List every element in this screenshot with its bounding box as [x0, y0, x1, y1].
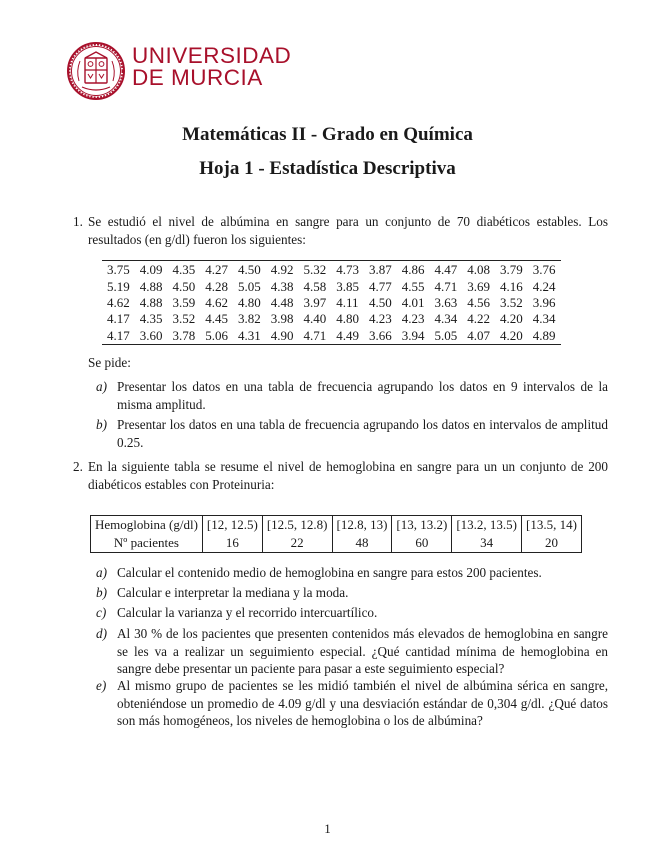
data-cell: 3.96 — [532, 294, 556, 310]
data-cell: 3.75 — [107, 262, 130, 278]
data-cell: 3.82 — [238, 311, 261, 327]
interval-cell: [13.2, 13.5) — [452, 516, 522, 535]
exercise-2-item-b — [96, 584, 608, 602]
albumin-data-table — [102, 260, 561, 345]
data-cell: 3.52 — [172, 311, 196, 327]
data-row — [102, 278, 561, 294]
data-cell: 4.31 — [238, 327, 261, 343]
data-cell: 4.17 — [107, 327, 130, 343]
data-cell: 4.27 — [205, 262, 228, 278]
data-cell: 4.28 — [205, 278, 228, 294]
data-cell: 5.05 — [238, 278, 261, 294]
interval-cell: [13.5, 14) — [522, 516, 582, 535]
data-cell: 3.87 — [369, 262, 392, 278]
item-label: c) — [96, 605, 107, 620]
data-cell: 4.71 — [303, 327, 327, 343]
data-cell: 4.35 — [172, 262, 196, 278]
count-cell: 20 — [522, 534, 582, 553]
data-cell: 3.63 — [434, 294, 458, 310]
data-cell: 4.49 — [336, 327, 359, 343]
data-row — [102, 311, 561, 327]
exercise-2-item-d — [96, 625, 608, 678]
data-cell: 4.58 — [303, 278, 327, 294]
item-label: a) — [96, 565, 107, 580]
data-cell: 4.55 — [401, 278, 425, 294]
data-cell: 4.48 — [270, 294, 294, 310]
data-cell: 4.80 — [238, 294, 261, 310]
interval-cell: [12.5, 12.8) — [262, 516, 332, 535]
exercise-statement: En la siguiente tabla se resume el nivel de hemoglobina en sangre para un un conjunto de 200 diabéticos estables con Proteinuria: — [88, 459, 608, 492]
hemoglobin-frequency-table — [90, 515, 582, 553]
hemoglobin-interval-row — [91, 516, 582, 535]
data-cell: 4.92 — [270, 262, 294, 278]
item-text: Presentar los datos en una tabla de frecuencia agrupando los datos en intervalos de amplitud 0.25. — [117, 417, 608, 450]
data-row — [102, 328, 561, 345]
count-cell: 48 — [332, 534, 392, 553]
item-text: Presentar los datos en una tabla de frecuencia agrupando los datos en 9 intervalos de la misma amplitud. — [117, 379, 608, 412]
data-cell: 4.35 — [139, 311, 163, 327]
data-cell: 5.06 — [205, 327, 228, 343]
item-text: Al 30 % de los pacientes que presenten contenidos más elevados de hemoglobina en sangre se les va a realizar un seguimiento especial. ¿Qué cantidad mínima de hemoglobina en sangre debe presentar un paciente para pasar a este seguimiento especial? — [117, 626, 608, 676]
university-name — [132, 45, 291, 89]
data-cell: 4.90 — [270, 327, 294, 343]
data-cell: 4.24 — [532, 278, 556, 294]
exercise-number: 1. — [73, 214, 83, 229]
data-cell: 5.19 — [107, 278, 130, 294]
course-title: Matemáticas II - Grado en Química — [182, 124, 473, 145]
exercise-number: 2. — [73, 459, 83, 474]
data-cell: 4.20 — [500, 311, 523, 327]
count-cell: 16 — [202, 534, 262, 553]
data-cell: 4.89 — [532, 327, 556, 343]
data-cell: 3.97 — [303, 294, 327, 310]
data-cell: 3.60 — [139, 327, 163, 343]
data-cell: 4.01 — [401, 294, 425, 310]
patient-count-row — [91, 534, 582, 553]
page-number: 1 — [324, 821, 331, 836]
data-cell: 5.05 — [434, 327, 458, 343]
count-cell: 60 — [392, 534, 452, 553]
data-cell: 4.45 — [205, 311, 228, 327]
data-cell: 4.22 — [467, 311, 490, 327]
data-cell: 5.32 — [303, 262, 327, 278]
data-row — [102, 261, 561, 279]
row-header: Hemoglobina (g/dl) — [91, 516, 203, 535]
data-cell: 3.52 — [500, 294, 523, 310]
item-label: d) — [96, 626, 107, 641]
university-name-line1: UNIVERSIDAD — [132, 43, 292, 68]
item-text: Calcular el contenido medio de hemoglobina en sangre para estos 200 pacientes. — [117, 565, 542, 580]
data-cell: 4.50 — [369, 294, 392, 310]
count-cell: 22 — [262, 534, 332, 553]
item-text: Al mismo grupo de pacientes se les midió también el nivel de albúmina sérica en sangre, obteniéndose un promedio de 4.09 g/dl y una desviación estándar de 0,304 g/dl. ¿Qué datos son más homogéneos, los niveles de hemoglobina o los de albúmina? — [117, 678, 608, 728]
data-cell: 3.79 — [500, 262, 523, 278]
data-cell: 4.23 — [401, 311, 425, 327]
exercise-1-item-b — [96, 416, 608, 451]
exercise-2-item-e — [96, 677, 608, 730]
data-cell: 4.88 — [139, 278, 163, 294]
data-cell: 4.80 — [336, 311, 359, 327]
data-cell: 3.59 — [172, 294, 196, 310]
data-cell: 4.11 — [336, 294, 359, 310]
data-cell: 4.86 — [401, 262, 425, 278]
exercise-1-item-a — [96, 378, 608, 413]
data-cell: 4.88 — [139, 294, 163, 310]
data-cell: 4.62 — [205, 294, 228, 310]
data-cell: 4.47 — [434, 262, 458, 278]
exercise-statement: Se estudió el nivel de albúmina en sangre para un conjunto de 70 diabéticos estables. Los resultados (en g/dl) fueron los siguientes: — [88, 214, 608, 247]
item-label: b) — [96, 417, 107, 432]
item-text: Calcular e interpretar la mediana y la moda. — [117, 585, 349, 600]
data-cell: 3.66 — [369, 327, 392, 343]
exercise-1 — [73, 213, 608, 248]
data-cell: 4.50 — [238, 262, 261, 278]
se-pide-label: Se pide: — [88, 355, 131, 370]
data-cell: 4.07 — [467, 327, 490, 343]
data-cell: 4.40 — [303, 311, 327, 327]
university-name-line2: DE MURCIA — [132, 65, 263, 90]
data-cell: 4.34 — [532, 311, 556, 327]
exercise-2-item-c — [96, 604, 608, 622]
data-cell: 3.85 — [336, 278, 359, 294]
item-label: a) — [96, 379, 107, 394]
data-cell: 4.09 — [139, 262, 163, 278]
data-cell: 3.78 — [172, 327, 196, 343]
data-cell: 4.62 — [107, 294, 130, 310]
data-cell: 3.94 — [401, 327, 425, 343]
data-cell: 4.38 — [270, 278, 294, 294]
data-cell: 4.73 — [336, 262, 359, 278]
data-cell: 4.08 — [467, 262, 490, 278]
data-cell: 4.50 — [172, 278, 196, 294]
interval-cell: [12, 12.5) — [202, 516, 262, 535]
count-cell: 34 — [452, 534, 522, 553]
interval-cell: [12.8, 13) — [332, 516, 392, 535]
data-cell: 4.20 — [500, 327, 523, 343]
sheet-title: Hoja 1 - Estadística Descriptiva — [199, 158, 456, 179]
data-cell: 3.76 — [532, 262, 556, 278]
data-cell: 4.56 — [467, 294, 490, 310]
data-cell: 4.71 — [434, 278, 458, 294]
exercise-2 — [73, 458, 608, 493]
interval-cell: [13, 13.2) — [392, 516, 452, 535]
data-cell: 4.23 — [369, 311, 392, 327]
item-text: Calcular la varianza y el recorrido intercuartílico. — [117, 605, 378, 620]
exercise-2-item-a — [96, 564, 608, 582]
data-cell: 3.69 — [467, 278, 490, 294]
data-cell: 4.77 — [369, 278, 392, 294]
item-label: e) — [96, 678, 107, 693]
university-seal-logo — [66, 41, 126, 101]
data-row — [102, 295, 561, 311]
data-cell: 4.34 — [434, 311, 458, 327]
item-label: b) — [96, 585, 107, 600]
data-cell: 4.17 — [107, 311, 130, 327]
data-cell: 4.16 — [500, 278, 523, 294]
data-cell: 3.98 — [270, 311, 294, 327]
row-header: Nº pacientes — [91, 534, 203, 553]
